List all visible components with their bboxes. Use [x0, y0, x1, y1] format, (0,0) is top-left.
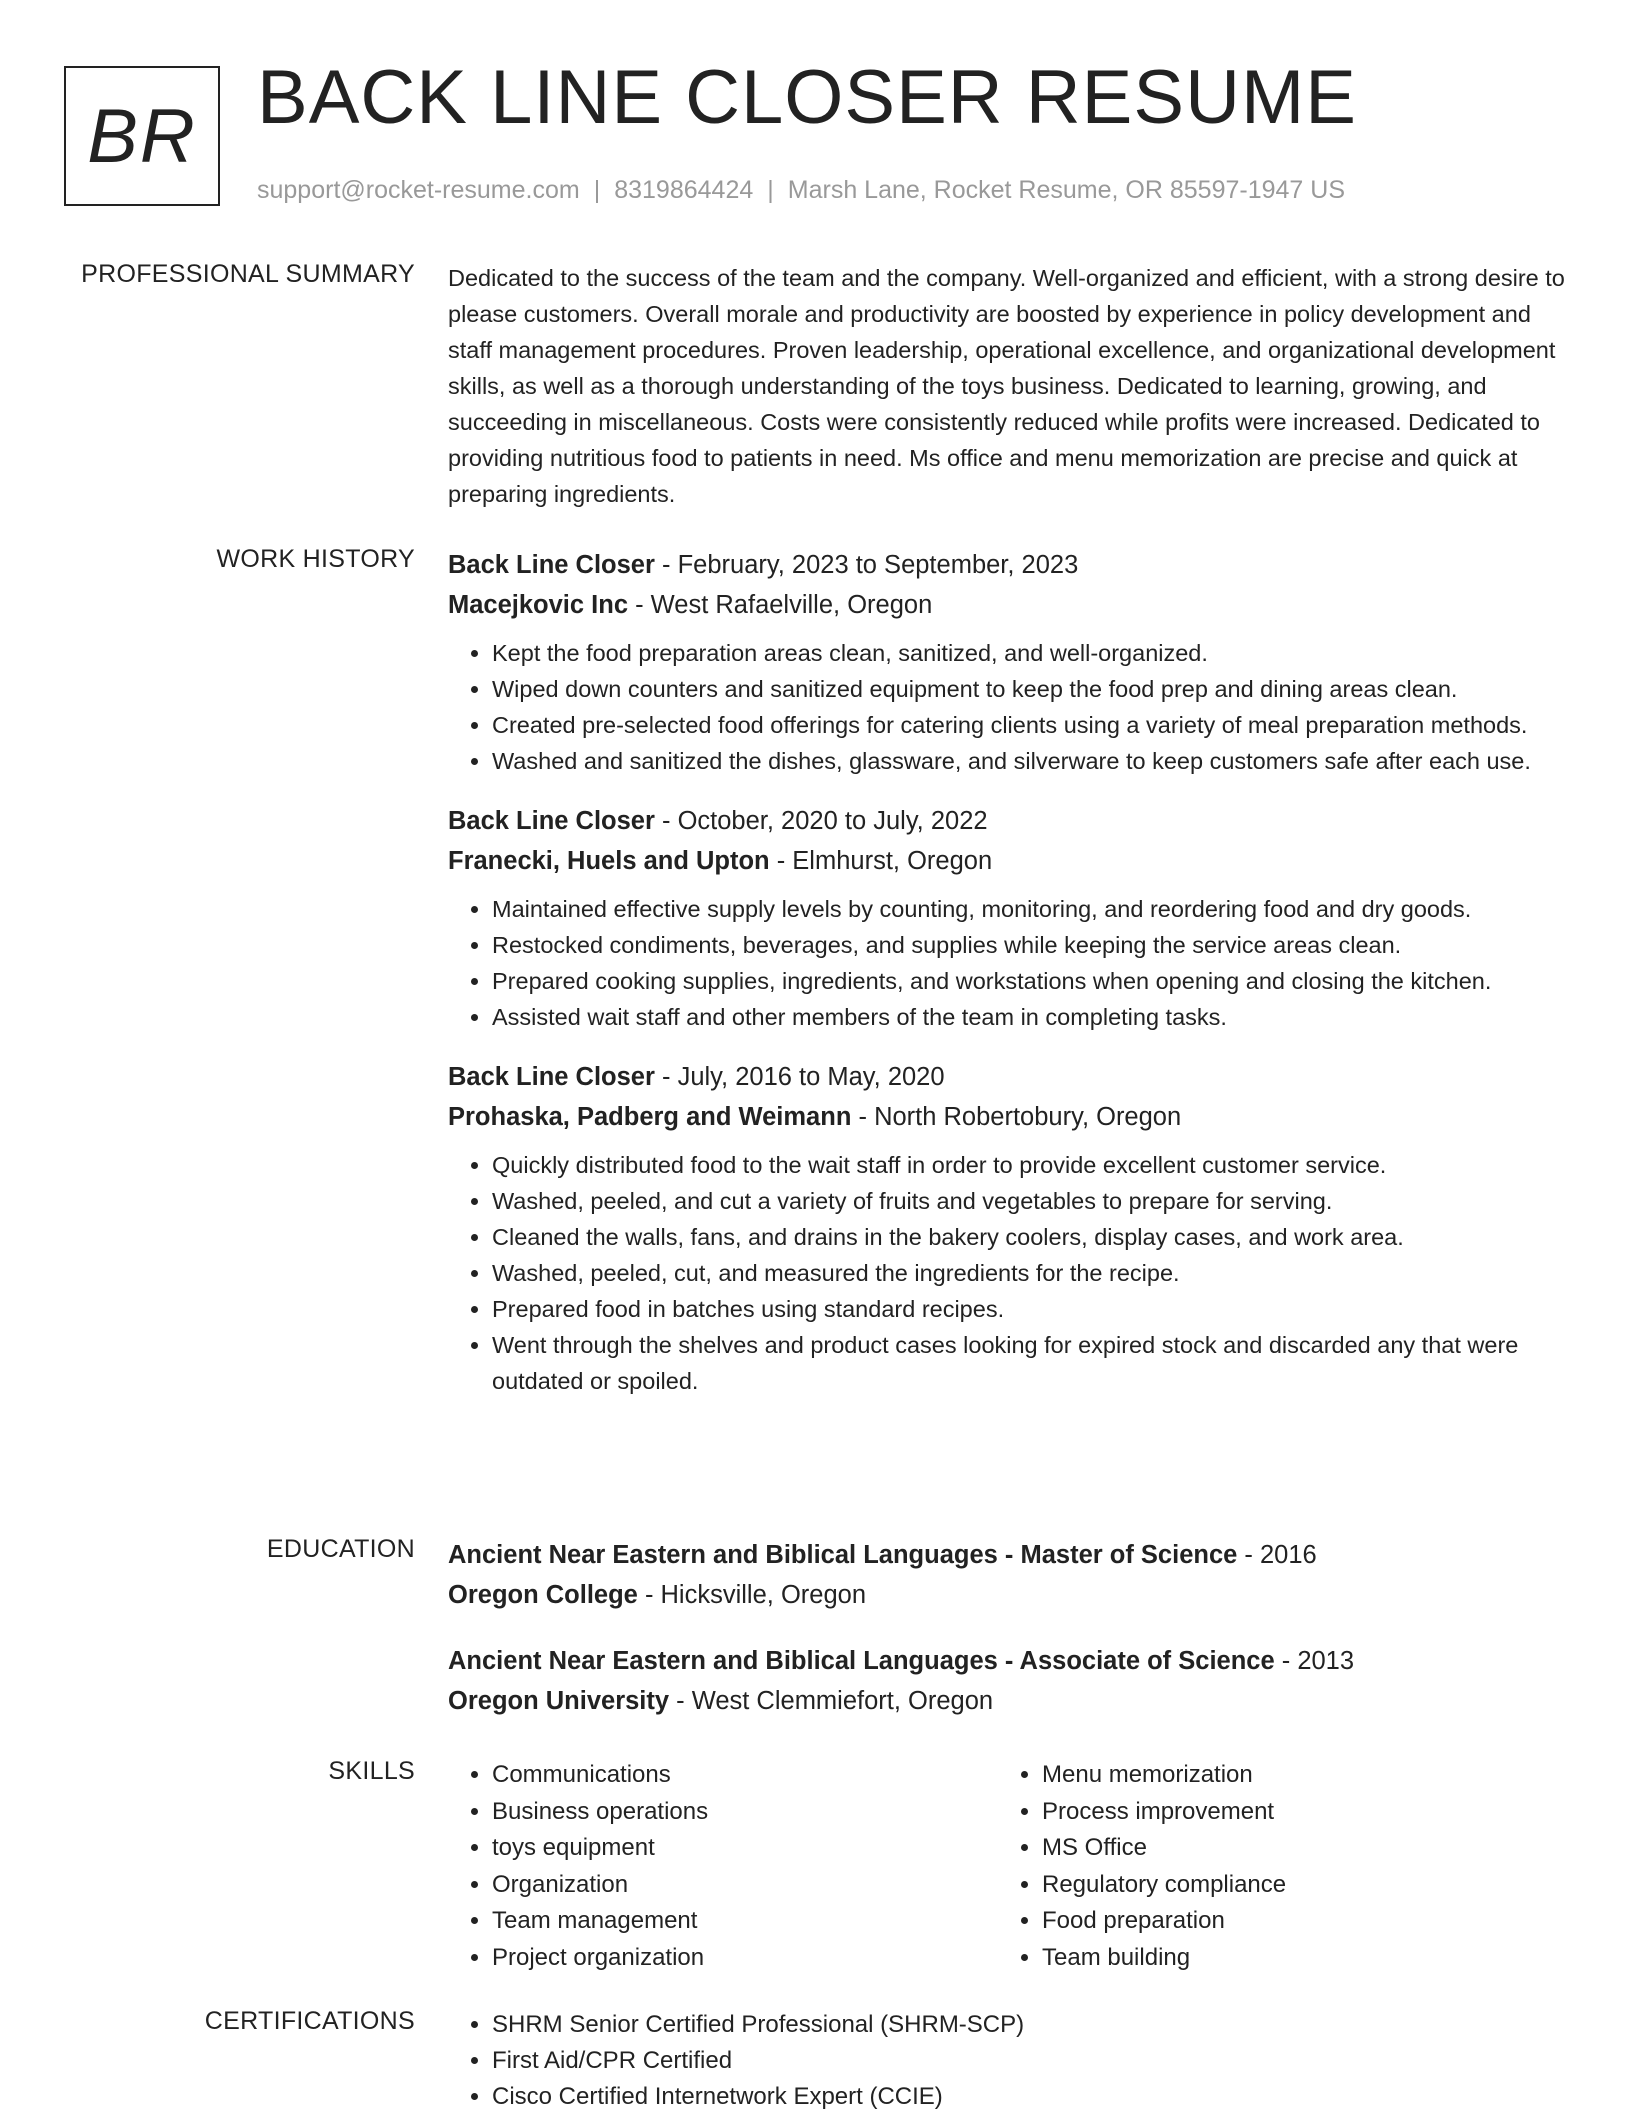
certifications-body: [448, 2007, 1568, 2115]
list-item: • toys equipment: [492, 1830, 998, 1867]
resume-title: BACK LINE CLOSER RESUME: [257, 55, 1357, 140]
school: Oregon University: [448, 1687, 670, 1715]
skills-list: [448, 1757, 998, 1976]
job-title: Back Line Closer: [448, 807, 655, 835]
list-item: • Restocked condiments, beverages, and supplies while keeping the service areas clean.: [492, 927, 1568, 963]
job-bullets: [448, 891, 1568, 1035]
list-item: • Regulatory compliance: [1042, 1867, 1548, 1904]
job-title-line: [448, 1057, 1568, 1097]
skills-column-right: [998, 1757, 1548, 1976]
job-bullets: [448, 1147, 1568, 1399]
job-bullets: [448, 635, 1568, 779]
job-company: Macejkovic Inc: [448, 591, 629, 619]
list-item: • Kept the food preparation areas clean, sanitized, and well-organized.: [492, 635, 1568, 671]
job-location: - West Rafaelville, Oregon: [628, 591, 933, 619]
skills-body: [448, 1757, 1568, 1976]
job-entry: [448, 545, 1568, 779]
list-item: • First Aid/CPR Certified: [492, 2043, 1568, 2079]
list-item: • Washed, peeled, and cut a variety of fruits and vegetables to prepare for serving.: [492, 1183, 1568, 1219]
list-item: • Wiped down counters and sanitized equipment to keep the food prep and dining areas clean.: [492, 671, 1568, 707]
degree-line: [448, 1641, 1568, 1681]
work-history-body: [448, 545, 1568, 1421]
degree-year: - 2016: [1237, 1541, 1317, 1569]
school-location: - Hicksville, Oregon: [637, 1581, 867, 1609]
contact-separator: |: [593, 176, 601, 204]
list-item: • Organization: [492, 1867, 998, 1904]
skills-column-left: [448, 1757, 998, 1976]
contact-line: [257, 176, 1345, 205]
list-item: • Team management: [492, 1903, 998, 1940]
contact-phone[interactable]: 8319864424: [614, 176, 754, 204]
summary-body: [448, 260, 1568, 512]
education-entry: [448, 1535, 1568, 1615]
job-title: Back Line Closer: [448, 1063, 655, 1091]
list-item: • Created pre-selected food offerings for catering clients using a variety of meal preparation methods.: [492, 707, 1568, 743]
list-item: • Cleaned the walls, fans, and drains in the bakery coolers, display cases, and work area.: [492, 1219, 1568, 1255]
list-item: • Process improvement: [1042, 1794, 1548, 1831]
job-location: - North Robertobury, Oregon: [851, 1103, 1182, 1131]
list-item: • Food preparation: [1042, 1903, 1548, 1940]
job-title: Back Line Closer: [448, 551, 655, 579]
job-company-line: [448, 585, 1568, 625]
list-item: • Went through the shelves and product cases looking for expired stock and discarded any that were outdated or spoiled.: [492, 1327, 1568, 1399]
school-line: [448, 1575, 1568, 1615]
job-company-line: [448, 841, 1568, 881]
list-item: • Washed, peeled, cut, and measured the ingredients for the recipe.: [492, 1255, 1568, 1291]
list-item: • Quickly distributed food to the wait staff in order to provide excellent customer service.: [492, 1147, 1568, 1183]
summary-text: Dedicated to the success of the team and the company. Well-organized and efficient, with a strong desire to please customers. Overall morale and productivity are boosted by experience in policy development and staff management procedures. Proven leadership, operational excellence, and organizational development skills, as well as a thorough understanding of the toys business. Dedicated to learning, growing, and succeeding in miscellaneous. Costs were consistently reduced while profits were increased. Dedicated to providing nutritious food to patients in need. Ms office and menu memorization are precise and quick at preparing ingredients.: [448, 265, 1565, 507]
section-label: SKILLS: [328, 1757, 415, 1785]
job-company: Franecki, Huels and Upton: [448, 847, 770, 875]
job-dates: - February, 2023 to September, 2023: [654, 551, 1079, 579]
list-item: • Team building: [1042, 1940, 1548, 1977]
list-item: • Communications: [492, 1757, 998, 1794]
section-label: PROFESSIONAL SUMMARY: [81, 260, 415, 288]
job-location: - Elmhurst, Oregon: [769, 847, 993, 875]
list-item: • MS Office: [1042, 1830, 1548, 1867]
list-item: • Prepared cooking supplies, ingredients, and workstations when opening and closing the kitchen.: [492, 963, 1568, 999]
job-entry: [448, 801, 1568, 1035]
list-item: • Assisted wait staff and other members of the team in completing tasks.: [492, 999, 1568, 1035]
certifications-list: [448, 2007, 1568, 2115]
education-entry: [448, 1641, 1568, 1721]
monogram-logo: BR: [64, 66, 220, 206]
list-item: • Menu memorization: [1042, 1757, 1548, 1794]
section-label: EDUCATION: [266, 1535, 415, 1563]
job-dates: - October, 2020 to July, 2022: [654, 807, 988, 835]
contact-separator: |: [767, 176, 774, 204]
job-entry: [448, 1057, 1568, 1399]
list-item: • Cisco Certified Internetwork Expert (CCIE): [492, 2079, 1568, 2115]
degree-line: [448, 1535, 1568, 1575]
job-company: Prohaska, Padberg and Weimann: [448, 1103, 852, 1131]
list-item: • Project organization: [492, 1940, 998, 1977]
education-body: [448, 1535, 1568, 1747]
list-item: • Business operations: [492, 1794, 998, 1831]
degree: Ancient Near Eastern and Biblical Languages - Associate of Science: [448, 1647, 1275, 1675]
school-location: - West Clemmiefort, Oregon: [669, 1687, 994, 1715]
school: Oregon College: [448, 1581, 638, 1609]
skills-list: [998, 1757, 1548, 1976]
contact-address: Marsh Lane, Rocket Resume, OR 85597-1947 US: [787, 176, 1345, 204]
job-company-line: [448, 1097, 1568, 1137]
school-line: [448, 1681, 1568, 1721]
degree: Ancient Near Eastern and Biblical Languages - Master of Science: [448, 1541, 1238, 1569]
section-label: WORK HISTORY: [216, 545, 415, 573]
list-item: • Prepared food in batches using standard recipes.: [492, 1291, 1568, 1327]
job-dates: - July, 2016 to May, 2020: [654, 1063, 945, 1091]
job-title-line: [448, 801, 1568, 841]
list-item: • Washed and sanitized the dishes, glassware, and silverware to keep customers safe after each use.: [492, 743, 1568, 779]
section-label: CERTIFICATIONS: [204, 2007, 415, 2035]
contact-email[interactable]: support@rocket-resume.com: [257, 176, 580, 204]
job-title-line: [448, 545, 1568, 585]
list-item: • Maintained effective supply levels by counting, monitoring, and reordering food and dry goods.: [492, 891, 1568, 927]
list-item: • SHRM Senior Certified Professional (SHRM-SCP): [492, 2007, 1568, 2043]
degree-year: - 2013: [1274, 1647, 1355, 1675]
